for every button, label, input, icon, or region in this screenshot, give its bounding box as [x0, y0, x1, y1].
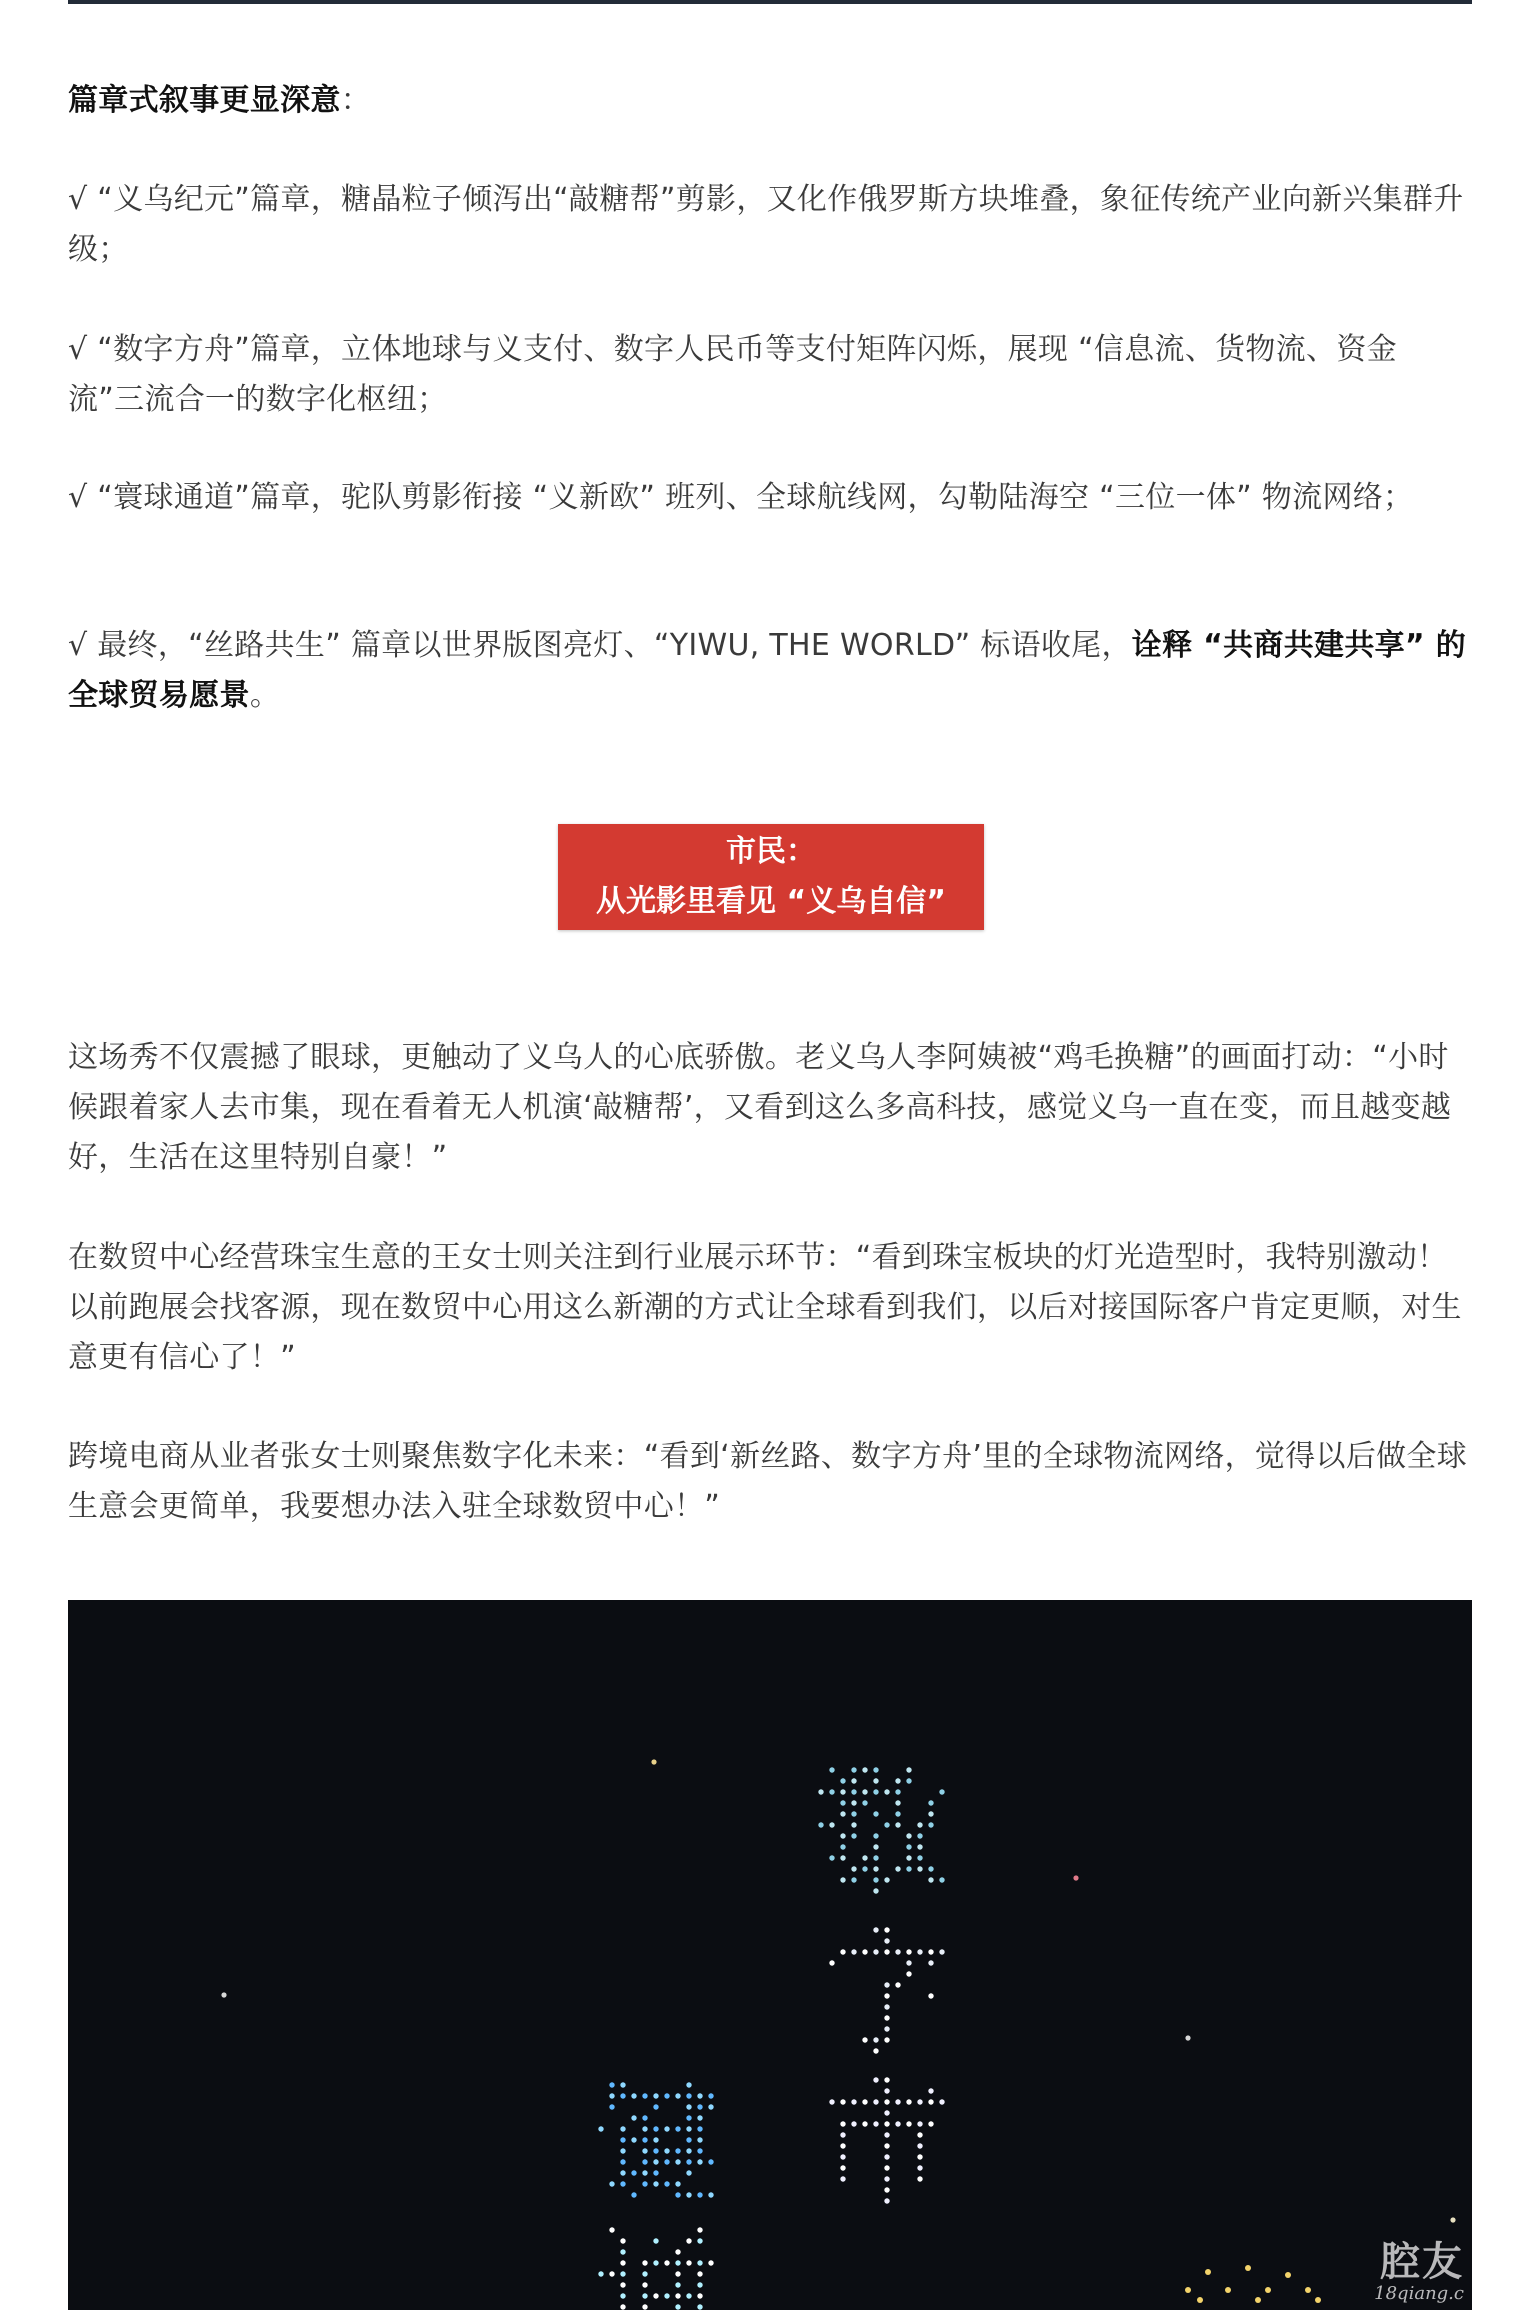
drone-light	[884, 1949, 889, 1954]
drone-light	[840, 1844, 845, 1849]
drone-light	[1285, 2272, 1291, 2278]
drone-light	[642, 2271, 647, 2276]
drone-light	[917, 1844, 922, 1849]
drone-light	[598, 2126, 603, 2131]
drone-light	[653, 2238, 658, 2243]
chapter-item-final	[68, 621, 1472, 721]
drone-light	[840, 1877, 845, 1882]
drone-light	[620, 2304, 625, 2309]
drone-light	[840, 1949, 845, 1954]
drone-light	[708, 2260, 713, 2265]
drone-light	[917, 2176, 922, 2181]
drone-light	[609, 2104, 614, 2109]
drone-light	[917, 2143, 922, 2148]
drone-light	[642, 2304, 647, 2309]
drone-light	[873, 2037, 878, 2042]
drone-light	[697, 2282, 702, 2287]
drone-light	[840, 1789, 845, 1794]
drone-light	[851, 1949, 856, 1954]
drone-light	[829, 1855, 834, 1860]
drone-light	[829, 2099, 834, 2104]
heading-line-2: 从光影里看见 “义乌自信”	[596, 884, 946, 919]
chapter-item: √ “寰球通道”篇章，驼队剪影衔接 “义新欧” 班列、全球航线网，勾勒陆海空 “三位一体” 物流网络；	[68, 480, 1414, 515]
final-chapter-text: √ 最终，“丝路共生” 篇章以世界版图亮灯、“YIWU, THE WORLD” 标语收尾，	[68, 628, 1132, 663]
watermark-main-text: 腔友	[1380, 2238, 1464, 2285]
drone-light	[686, 2082, 691, 2087]
drone-light	[653, 2170, 658, 2175]
drone-light	[620, 2126, 625, 2131]
drone-light	[708, 2093, 713, 2098]
drone-light	[928, 1822, 933, 1827]
drone-light	[697, 2115, 702, 2120]
drone-light	[686, 2126, 691, 2131]
drone-light	[1073, 1875, 1078, 1880]
drone-light	[851, 1778, 856, 1783]
drone-light	[840, 2132, 845, 2137]
drone-light	[620, 2249, 625, 2254]
drone-light	[697, 2260, 702, 2265]
drone-light	[620, 2137, 625, 2142]
drone-light	[862, 1767, 867, 1772]
drone-light	[653, 2126, 658, 2131]
drone-light	[631, 2192, 636, 2197]
drone-light	[840, 1800, 845, 1805]
drone-char-4	[598, 2227, 713, 2310]
drone-light	[884, 2165, 889, 2170]
drone-light	[873, 1767, 878, 1772]
drone-light	[873, 1949, 878, 1954]
drone-light	[675, 2293, 680, 2298]
drone-light	[686, 2104, 691, 2109]
drone-light	[818, 1822, 823, 1827]
drone-light	[675, 2260, 680, 2265]
drone-light	[873, 1789, 878, 1794]
drone-light	[642, 2093, 647, 2098]
drone-light	[829, 1960, 834, 1965]
drone-light	[884, 2132, 889, 2137]
drone-light	[1265, 2287, 1271, 2293]
drone-light	[862, 1949, 867, 1954]
drone-light	[873, 1811, 878, 1816]
drone-light	[653, 2104, 658, 2109]
drone-light	[697, 2227, 702, 2232]
drone-light	[917, 2132, 922, 2137]
drone-light	[862, 2099, 867, 2104]
drone-light	[642, 2126, 647, 2131]
drone-light	[708, 2192, 713, 2197]
drone-light	[884, 2037, 889, 2042]
drone-light	[609, 2271, 614, 2276]
drone-light	[829, 1767, 834, 1772]
drone-light	[221, 1992, 226, 1997]
drone-light	[928, 1949, 933, 1954]
drone-light	[675, 2304, 680, 2309]
drone-light	[1315, 2297, 1321, 2303]
drone-light	[884, 2077, 889, 2082]
drone-light	[873, 2099, 878, 2104]
drone-light	[620, 2170, 625, 2175]
drone-light	[884, 1822, 889, 1827]
drone-light	[664, 2093, 669, 2098]
drone-light	[620, 2260, 625, 2265]
drone-light	[851, 1822, 856, 1827]
drone-light	[840, 1811, 845, 1816]
drone-light	[840, 1855, 845, 1860]
drone-light	[620, 2293, 625, 2298]
drone-light	[697, 2148, 702, 2153]
drone-light	[653, 2137, 658, 2142]
drone-light	[851, 1877, 856, 1882]
drone-light	[653, 2093, 658, 2098]
drone-light	[1255, 2297, 1261, 2303]
drone-light	[917, 2165, 922, 2170]
drone-light	[906, 1833, 911, 1838]
drone-light	[906, 1866, 911, 1871]
drone-light	[873, 2048, 878, 2053]
drone-light	[675, 2192, 680, 2197]
drone-light	[642, 2260, 647, 2265]
drone-light	[697, 2093, 702, 2098]
drone-light	[631, 2115, 636, 2120]
drone-light	[917, 1833, 922, 1838]
drone-light	[873, 1877, 878, 1882]
drone-light	[1450, 2217, 1455, 2222]
drone-light	[906, 1971, 911, 1976]
drone-light	[651, 1759, 656, 1764]
drone-light	[697, 2192, 702, 2197]
drone-light	[675, 2093, 680, 2098]
drone-light	[653, 2148, 658, 2153]
drone-light	[884, 1982, 889, 1987]
drone-light	[609, 2181, 614, 2186]
drone-light	[895, 1982, 900, 1987]
drone-light	[873, 1927, 878, 1932]
drone-light	[895, 1778, 900, 1783]
drone-light	[609, 2082, 614, 2087]
drone-light	[664, 2260, 669, 2265]
drone-light	[686, 2260, 691, 2265]
drone-light	[851, 1811, 856, 1816]
drone-light	[708, 2104, 713, 2109]
drone-light	[884, 1938, 889, 1943]
drone-light	[928, 2088, 933, 2093]
section-title-colon: ：	[340, 83, 372, 118]
drone-light	[884, 1789, 889, 1794]
drone-light	[664, 2148, 669, 2153]
drone-char-1	[829, 1927, 944, 2053]
drone-light	[873, 1778, 878, 1783]
drone-light	[686, 2093, 691, 2098]
chapter-item: √ “数字方舟”篇章，立体地球与义支付、数字人民币等支付矩阵闪烁，展现 “信息流、货物流、资金流”三流合一的数字化枢纽；	[68, 332, 1397, 417]
drone-char-3	[598, 2082, 713, 2197]
drone-light	[884, 2099, 889, 2104]
drone-light	[620, 2271, 625, 2276]
drone-light	[642, 2181, 647, 2186]
drone-light	[928, 2121, 933, 2126]
drone-light	[928, 1866, 933, 1871]
drone-light	[928, 1877, 933, 1882]
drone-light	[906, 1855, 911, 1860]
drone-light	[829, 1789, 834, 1794]
drone-light	[862, 1866, 867, 1871]
section-heading-banner	[558, 824, 984, 930]
drone-light	[939, 1949, 944, 1954]
drone-light	[884, 2004, 889, 2009]
drone-light	[642, 2293, 647, 2298]
drone-light	[697, 2238, 702, 2243]
drone-light	[884, 2121, 889, 2126]
drone-light	[686, 2159, 691, 2164]
drone-light	[862, 1855, 867, 1860]
drone-light	[697, 2137, 702, 2142]
drone-light	[884, 2176, 889, 2181]
drone-light	[884, 1927, 889, 1932]
drone-light	[928, 2099, 933, 2104]
drone-light	[906, 2121, 911, 2126]
drone-light	[675, 2148, 680, 2153]
drone-light	[675, 2181, 680, 2186]
drone-light	[840, 1778, 845, 1783]
drone-light	[895, 1866, 900, 1871]
drone-light	[686, 2115, 691, 2120]
drone-light	[609, 2227, 614, 2232]
drone-light	[642, 2148, 647, 2153]
drone-light	[917, 2154, 922, 2159]
drone-light	[818, 1789, 823, 1794]
drone-light	[884, 1877, 889, 1882]
drone-light	[840, 2176, 845, 2181]
drone-light	[873, 1844, 878, 1849]
drone-light	[917, 2099, 922, 2104]
drone-light	[917, 2121, 922, 2126]
drone-light	[884, 2198, 889, 2203]
drone-light	[895, 2121, 900, 2126]
drone-light	[895, 1822, 900, 1827]
drone-light	[620, 2148, 625, 2153]
drone-light	[642, 2159, 647, 2164]
drone-light	[686, 2148, 691, 2153]
drone-light	[862, 2121, 867, 2126]
drone-light	[675, 2126, 680, 2131]
drone-light	[1197, 2297, 1203, 2303]
drone-light	[873, 1866, 878, 1871]
drone-light	[653, 2293, 658, 2298]
paragraph: 这场秀不仅震撼了眼球，更触动了义乌人的心底骄傲。老义乌人李阿姨被“鸡毛换糖”的画面打动：“小时候跟着家人去市集，现在看着无人机演‘敲糖帮’，又看到这么多高科技，感觉义乌一直在变，而且越变越好，生活在这里特别自豪！”	[68, 1040, 1452, 1175]
drone-light	[895, 1949, 900, 1954]
drone-light	[697, 2159, 702, 2164]
paragraph: 跨境电商从业者张女士则聚焦数字化未来：“看到‘新丝路、数字方舟’里的全球物流网络，觉得以后做全球生意会更简单，我要想办法入驻全球数贸中心！”	[68, 1439, 1468, 1524]
drone-light	[917, 1949, 922, 1954]
drone-characters	[598, 1767, 944, 2310]
drone-light	[1225, 2287, 1231, 2293]
drone-light	[1185, 2287, 1191, 2293]
drone-light	[895, 1789, 900, 1794]
drone-light	[906, 1844, 911, 1849]
drone-light	[862, 1800, 867, 1805]
drone-light	[884, 2026, 889, 2031]
top-divider-bar	[68, 0, 1472, 4]
drone-light	[884, 2187, 889, 2192]
drone-light	[906, 1778, 911, 1783]
drone-light	[862, 1789, 867, 1794]
final-chapter-period: 。	[249, 678, 281, 713]
drone-light	[884, 2110, 889, 2115]
drone-light	[884, 2154, 889, 2159]
drone-light	[620, 2082, 625, 2087]
drone-light	[686, 2238, 691, 2243]
drone-light	[840, 2165, 845, 2170]
drone-light	[873, 2077, 878, 2082]
drone-light	[642, 2137, 647, 2142]
final-chapter-bold: 诠释 “共商共建共享” 的全球贸易愿景	[68, 628, 1466, 713]
stray-drone-lights	[221, 1759, 1455, 2303]
drone-light	[906, 1767, 911, 1772]
drone-light	[906, 1960, 911, 1965]
drone-light	[906, 1949, 911, 1954]
paragraph: 在数贸中心经营珠宝生意的王女士则关注到行业展示环节：“看到珠宝板块的灯光造型时，我特别激动！以前跑展会找客源，现在数贸中心用这么新潮的方式让全球看到我们，以后对接国际客户肯定更顺，对生意更有信心了！”	[68, 1240, 1462, 1375]
drone-light	[884, 2015, 889, 2020]
drone-light	[1205, 2269, 1211, 2275]
drone-light	[642, 2170, 647, 2175]
drone-light	[840, 2154, 845, 2159]
drone-light	[884, 2088, 889, 2093]
drone-light	[840, 2143, 845, 2148]
drone-light	[873, 2121, 878, 2126]
drone-light	[840, 1833, 845, 1838]
drone-light	[664, 2181, 669, 2186]
drone-light	[906, 2099, 911, 2104]
drone-light	[939, 1789, 944, 1794]
drone-light	[851, 2099, 856, 2104]
drone-light	[631, 2170, 636, 2175]
drone-light	[708, 2159, 713, 2164]
drone-light	[664, 2126, 669, 2131]
drone-light	[873, 1833, 878, 1838]
drone-light	[609, 2093, 614, 2098]
drone-light	[697, 2126, 702, 2131]
drone-light	[620, 2159, 625, 2164]
drone-show-graphic	[68, 1600, 1472, 2310]
drone-light	[928, 1960, 933, 1965]
drone-light	[620, 2282, 625, 2287]
drone-light	[829, 1822, 834, 1827]
drone-light	[686, 2293, 691, 2298]
drone-light	[1245, 2265, 1251, 2271]
drone-light	[686, 2170, 691, 2175]
drone-light	[928, 1811, 933, 1816]
drone-light	[895, 1811, 900, 1816]
drone-light	[851, 1866, 856, 1871]
drone-light	[686, 2192, 691, 2197]
drone-light	[928, 1993, 933, 1998]
drone-light	[884, 1993, 889, 1998]
drone-light	[895, 1800, 900, 1805]
drone-light	[620, 2238, 625, 2243]
drone-char-0	[818, 1767, 944, 1893]
drone-light	[675, 2271, 680, 2276]
watermark-sub-text: 18qiang.c	[1374, 2283, 1464, 2304]
drone-light	[697, 2293, 702, 2298]
drone-light	[851, 1800, 856, 1805]
drone-show-photo	[68, 1600, 1472, 2310]
drone-light	[939, 1877, 944, 1882]
drone-light	[686, 2137, 691, 2142]
drone-light	[653, 2260, 658, 2265]
section-title	[68, 76, 1472, 126]
drone-light	[620, 2093, 625, 2098]
drone-light	[675, 2159, 680, 2164]
drone-light	[851, 1789, 856, 1794]
drone-light	[1305, 2287, 1311, 2293]
drone-light	[873, 1888, 878, 1893]
drone-char-2	[829, 2077, 944, 2203]
drone-light	[917, 1822, 922, 1827]
heading-line-1: 市民：	[726, 834, 816, 869]
drone-light	[697, 2304, 702, 2309]
drone-light	[917, 1855, 922, 1860]
drone-light	[873, 1855, 878, 1860]
drone-light	[928, 1800, 933, 1805]
drone-light	[631, 2137, 636, 2142]
drone-light	[664, 2293, 669, 2298]
drone-light	[851, 2121, 856, 2126]
drone-light	[884, 2143, 889, 2148]
drone-light	[642, 2282, 647, 2287]
drone-light	[862, 2037, 867, 2042]
drone-light	[840, 2121, 845, 2126]
drone-light	[851, 1767, 856, 1772]
drone-light	[697, 2271, 702, 2276]
drone-light	[620, 2181, 625, 2186]
drone-light	[895, 2099, 900, 2104]
drone-light	[851, 1833, 856, 1838]
section-title-bold: 篇章式叙事更显深意	[68, 83, 341, 118]
drone-light	[917, 1866, 922, 1871]
drone-light	[675, 2249, 680, 2254]
drone-light	[939, 2099, 944, 2104]
drone-light	[1185, 2035, 1190, 2040]
chapter-item: √ “义乌纪元”篇章，糖晶粒子倾泻出“敲糖帮”剪影，又化作俄罗斯方块堆叠，象征传统产业向新兴集群升级；	[68, 182, 1464, 267]
drone-light	[840, 2099, 845, 2104]
drone-light	[653, 2181, 658, 2186]
watermark-logo	[1374, 2240, 1464, 2304]
drone-light	[697, 2104, 702, 2109]
drone-light	[664, 2159, 669, 2164]
drone-light	[653, 2159, 658, 2164]
drone-light	[631, 2093, 636, 2098]
drone-light	[598, 2271, 603, 2276]
drone-light	[675, 2282, 680, 2287]
drone-light	[642, 2115, 647, 2120]
